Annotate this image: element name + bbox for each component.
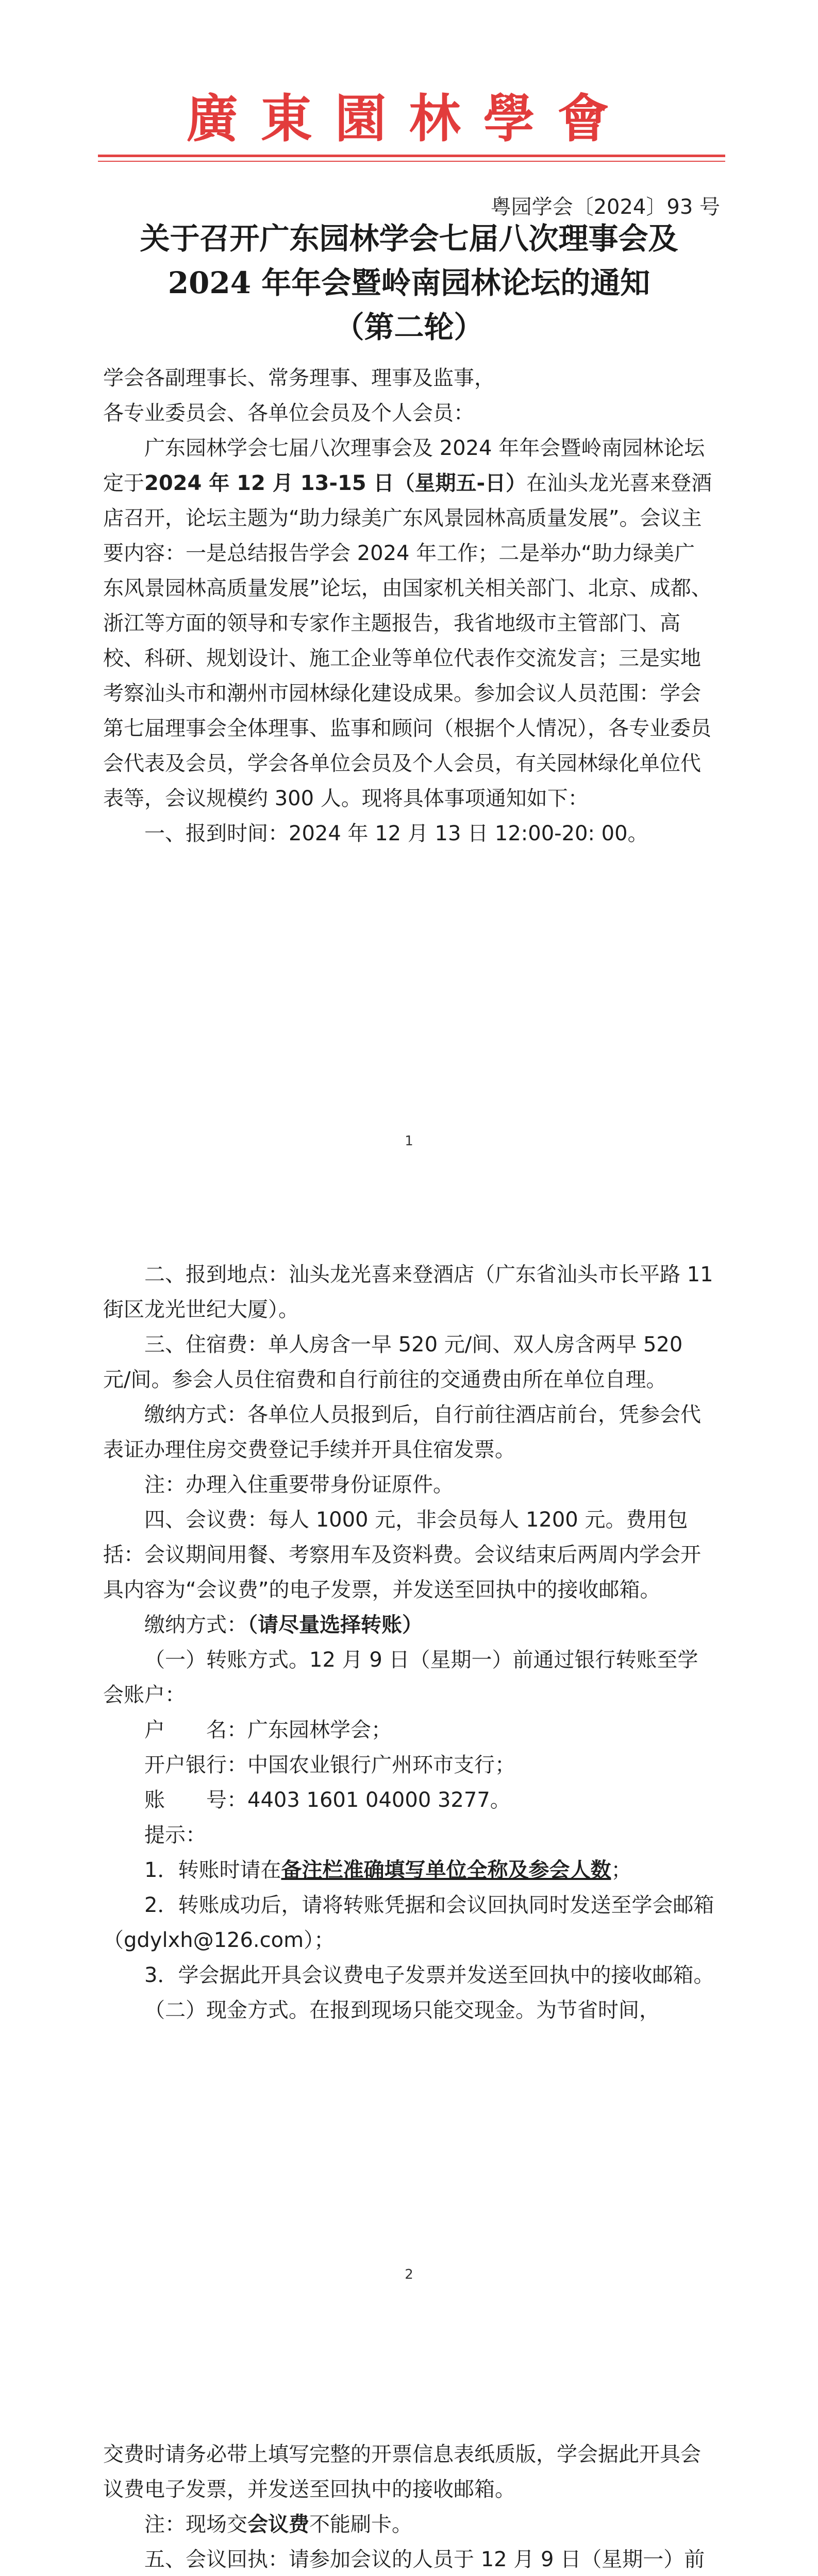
tip1-emphasis: 备注栏准确填写单位全称及参会人数 [281, 1858, 611, 1882]
payment-method-hint: （请尽量选择转账） [247, 1613, 423, 1637]
tip-2: 2．转账成功后，请将转账凭据和会议回执同时发送至学会邮箱（gdylxh@126.com）； [103, 1893, 714, 1952]
item-registration-place: 二、报到地点：汕头龙光喜来登酒店（广东省汕头市长平路 11 街区龙光世纪大厦）。 [103, 1263, 713, 1321]
page-number-1: 1 [405, 1133, 413, 1149]
cash-payment-continued: 交费时请务必带上填写完整的开票信息表纸质版，学会据此开具会议费电子发票，并发送至回执中的接收邮箱。 [103, 2443, 701, 2501]
accommodation-note: 注：办理入住重要带身份证原件。 [144, 1473, 454, 1497]
account-name: 户 名：广东园林学会； [144, 1718, 392, 1742]
notice-title [103, 216, 715, 349]
item-receipt: 五、会议回执：请参加会议的人员于 12 月 9 日（星期一）前 [144, 2548, 705, 2571]
note2-emphasis: 会议费 [247, 2513, 309, 2536]
page3-body [103, 2437, 715, 2576]
tips-label: 提示： [144, 1823, 206, 1847]
document-number: 粤园学会〔2024〕93 号 [490, 195, 720, 219]
conference-payment-method [103, 1607, 715, 1642]
page-number-2: 2 [405, 2267, 413, 2282]
tip1-suffix: ； [611, 1858, 632, 1882]
salutation-line-2: 各专业委员会、各单位会员及个人会员： [103, 401, 474, 425]
salutation-line-1: 学会各副理事长、常务理事、理事及监事， [103, 366, 495, 390]
intro-part-a: 广东园林学会七届八次理事会及 2024 年年会暨岭南园林论坛定于 [103, 436, 705, 495]
meeting-date: 2024 年 12 月 13-15 日（星期五-日） [144, 471, 527, 495]
intro-part-b: 在汕头龙光喜来登酒店召开，论坛主题为“助力绿美广东风景园林高质量发展”。会议主要内容：一是总结报告学会 2024 年工作；二是举办“助力绿美广东风景园林高质量发展”论坛，由国家机关相关部门、北京、成都、浙江等方面的领导和专家作主题报告，我省地级市主管部门、高校、科研、规划设计、施工企业等单位代表作交流发言；三是实地考察汕头市和潮州市园林绿化建设成果。参加会议人员范围：学会第七届理事会全体理事、监事和顾问（根据个人情况），各专业委员会代表及会员，学会各单位会员及个人会员，有关园林绿化单位代表等，会议规模约 300 人。现将具体事项通知如下： [103, 471, 712, 810]
account-number: 账 号：4403 1601 04000 3277。 [144, 1788, 511, 1812]
cash-note [103, 2507, 715, 2542]
intro-paragraph [103, 431, 715, 816]
tip-3: 3．学会据此开具会议费电子发票并发送至回执中的接收邮箱。 [144, 1963, 714, 1987]
letterhead-rule-thick [98, 155, 725, 157]
item-registration-time: 一、报到时间：2024 年 12 月 13 日 12:00-20: 00。 [144, 822, 648, 845]
note2-suffix: 不能刷卡。 [309, 2513, 412, 2536]
bank-transfer-intro: （一）转账方式。12 月 9 日（星期一）前通过银行转账至学会账户： [103, 1648, 698, 1707]
cash-payment: （二）现金方式。在报到现场只能交现金。为节省时间， [144, 1998, 660, 2022]
item-conference-fee: 四、会议费：每人 1000 元，非会员每人 1200 元。费用包括：会议期间用餐、考察用车及资料费。会议结束后两周内学会开具内容为“会议费”的电子发票，并发送至回执中的接收邮箱。 [103, 1508, 701, 1602]
page1-body [103, 361, 715, 851]
note2-prefix: 注：现场交 [144, 2513, 247, 2536]
letterhead-rule-thin [98, 161, 725, 162]
org-letterhead-title: 廣東園林學會 [186, 88, 632, 149]
tip1-prefix: 1．转账时请在 [144, 1858, 281, 1882]
title-line-3: （第二轮） [334, 310, 484, 345]
letterhead [0, 0, 818, 170]
page2-body [103, 1257, 715, 2028]
item-accommodation-fee: 三、住宿费：单人房含一早 520 元/间、双人房含两早 520 元/间。参会人员住宿费和自行前往的交通费由所在单位自理。 [103, 1333, 683, 1392]
title-line-2: 2024 年年会暨岭南园林论坛的通知 [168, 265, 650, 300]
title-line-1: 关于召开广东园林学会七届八次理事会及 [140, 221, 678, 256]
tip-1 [103, 1853, 715, 1888]
account-bank: 开户银行：中国农业银行广州环市支行； [144, 1753, 515, 1777]
payment-method-label: 缴纳方式： [144, 1613, 247, 1637]
accommodation-payment-method: 缴纳方式：各单位人员报到后，自行前往酒店前台，凭参会代表证办理住房交费登记手续并开具住宿发票。 [103, 1403, 701, 1462]
